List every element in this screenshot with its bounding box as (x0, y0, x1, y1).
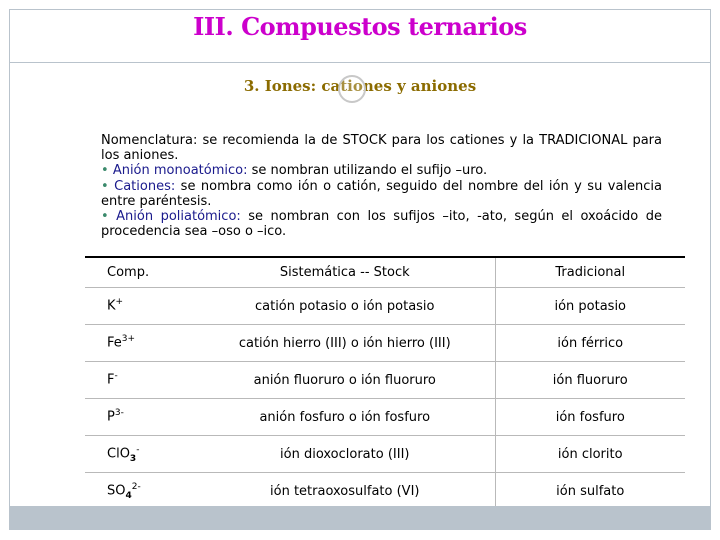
formula-cell (85, 362, 195, 399)
systematic-cell: ión tetraoxosulfato (VI) (195, 473, 495, 511)
formula-charge: - (136, 444, 140, 455)
paragraph-text: Nomenclatura: se recomienda la de STOCK para los cationes y la TRADICIONAL para los aniones. (101, 133, 662, 164)
formula-base: Fe (107, 335, 122, 351)
paragraph-monoatomic (101, 163, 662, 178)
formula-charge: - (114, 370, 118, 381)
bullet-icon: • (101, 163, 109, 179)
traditional-cell: ión fluoruro (495, 362, 685, 399)
slide-subtitle: 3. Iones: cationes y aniones (243, 77, 477, 95)
paragraph-text: se nombran utilizando el sufijo –uro. (247, 163, 488, 179)
formula-charge: 3- (114, 407, 124, 418)
formula-base: ClO (107, 446, 130, 462)
formula-base: F (107, 372, 115, 388)
header-traditional: Tradicional (495, 257, 685, 288)
header-systematic: Sistemática -- Stock (195, 257, 495, 288)
systematic-cell: catión hierro (III) o ión hierro (III) (195, 325, 495, 362)
slide-title: III. Compuestos ternarios (193, 12, 527, 41)
paragraph-intro (101, 133, 662, 163)
traditional-cell: ión férrico (495, 325, 685, 362)
table-row (85, 399, 685, 436)
formula-charge: + (115, 296, 124, 307)
footer-bar (10, 506, 710, 530)
formula-cell (85, 436, 195, 473)
formula-cell (85, 288, 195, 325)
bullet-icon: • (101, 209, 109, 225)
paragraph-text: se nombran con los sufijos –ito, -ato, según el oxoácido de procedencia sea –oso o –ico. (101, 209, 662, 240)
body-text (101, 133, 662, 239)
table-row (85, 288, 685, 325)
table-header-row (85, 257, 685, 288)
systematic-cell: catión potasio o ión potasio (195, 288, 495, 325)
systematic-cell: ión dioxoclorato (III) (195, 436, 495, 473)
paragraph-label: Anión monoatómico: (112, 163, 248, 179)
formula-cell (85, 325, 195, 362)
table-row (85, 362, 685, 399)
paragraph-label: Anión poliatómico: (116, 209, 241, 225)
table-row (85, 325, 685, 362)
traditional-cell: ión sulfato (495, 473, 685, 511)
paragraph-polyatomic (101, 209, 662, 239)
formula-charge: 2- (131, 482, 141, 493)
systematic-cell: anión fosfuro o ión fosfuro (195, 399, 495, 436)
paragraph-cations (101, 179, 662, 209)
formula-base: K (107, 298, 116, 314)
paragraph-label: Cationes: (114, 178, 176, 194)
traditional-cell: ión potasio (495, 288, 685, 325)
bullet-icon: • (101, 178, 109, 194)
title-divider (10, 62, 710, 63)
formula-base: SO (107, 483, 126, 499)
header-comp: Comp. (85, 257, 195, 288)
table-row (85, 436, 685, 473)
formula-subscript: 3 (129, 453, 137, 464)
paragraph-text: se nombra como ión o catión, seguido del nombre del ión y su valencia entre paréntesis. (101, 178, 662, 209)
traditional-cell: ión clorito (495, 436, 685, 473)
ring-decoration-icon (338, 75, 366, 103)
formula-subscript: 4 (125, 491, 132, 502)
formula-charge: 3+ (121, 333, 136, 344)
formula-cell (85, 399, 195, 436)
systematic-cell: anión fluoruro o ión fluoruro (195, 362, 495, 399)
formula-base: P (107, 409, 115, 425)
ions-table (85, 256, 685, 512)
traditional-cell: ión fosfuro (495, 399, 685, 436)
